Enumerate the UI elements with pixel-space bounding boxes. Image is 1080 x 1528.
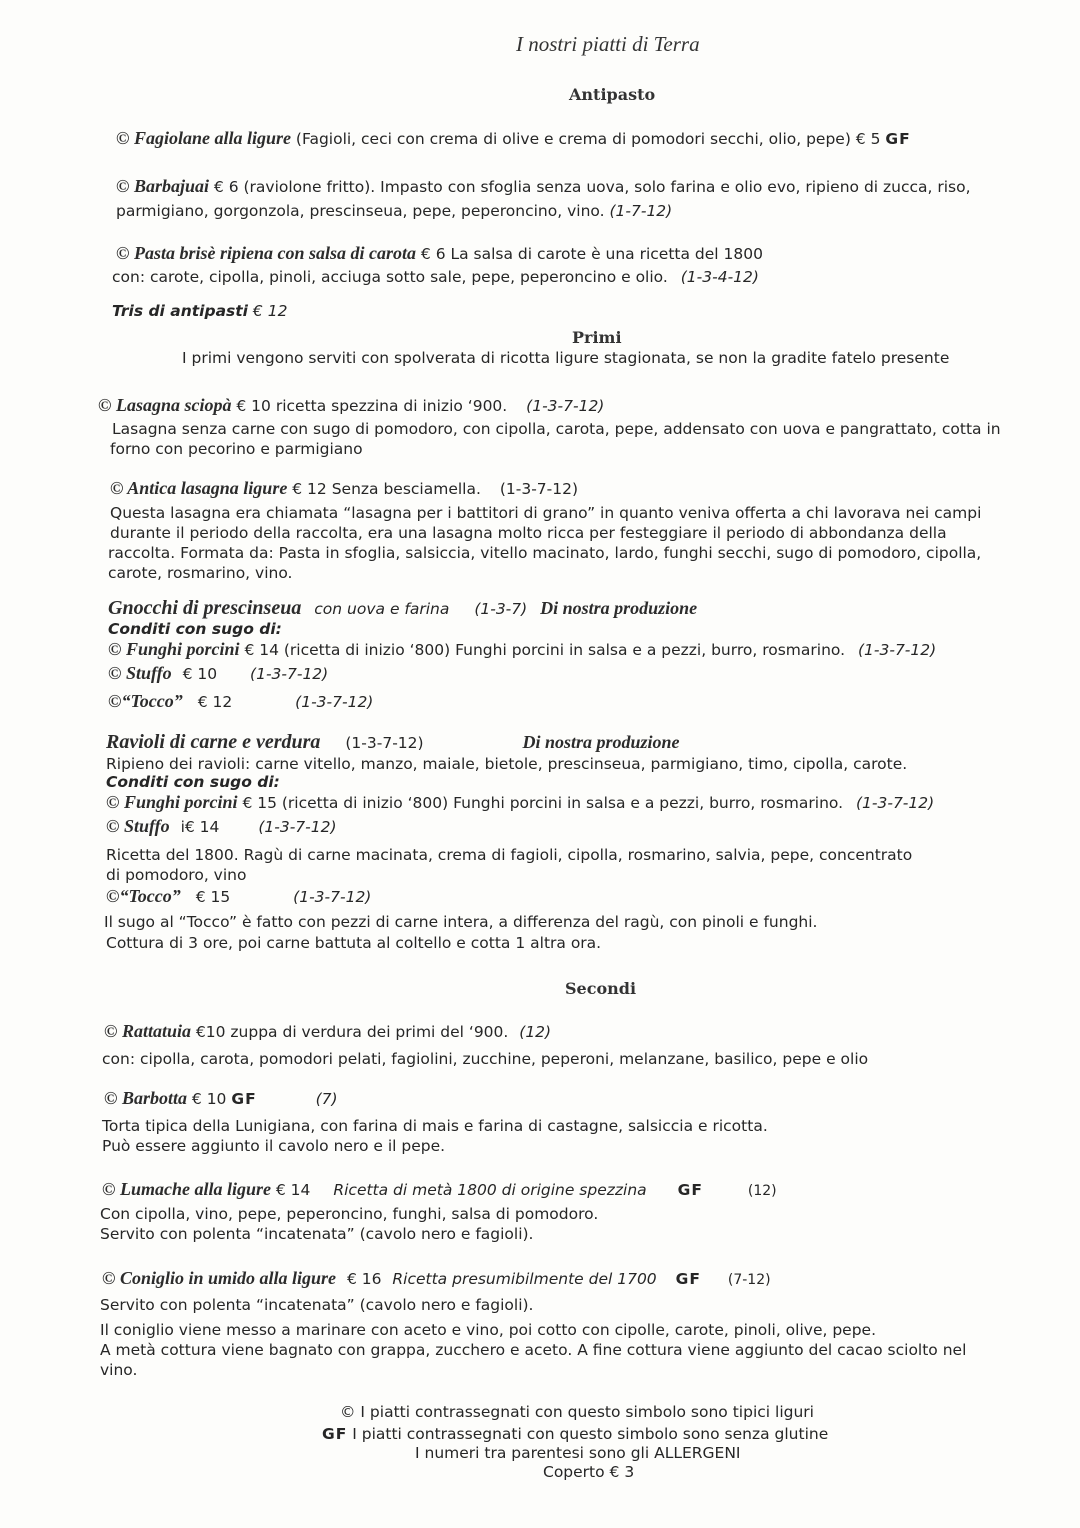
dish-description-line: vino. <box>100 1361 138 1379</box>
dish-description-line: durante il periodo della raccolta, era una lasagna molto ricca per festeggiare il periodo di abbondanza della <box>110 524 947 542</box>
dish-description-line: forno con pecorino e parmigiano <box>110 440 363 458</box>
dish-description-line <box>112 268 759 286</box>
legend-allergens: I numeri tra parentesi sono gli ALLERGENI <box>415 1444 741 1462</box>
menu-item-tris <box>112 302 287 320</box>
gluten-free-icon: GF <box>322 1425 348 1443</box>
description-text: parmigiano, gorgonzola, prescinseua, pepe, peperoncino, vino. <box>116 202 605 220</box>
dish-price: € 16 <box>346 1270 382 1288</box>
dish-price: € 10 <box>191 1090 227 1108</box>
menu-item-fagiolane <box>116 128 911 149</box>
recipe-note: Ricetta di metà 1800 di origine spezzina <box>333 1181 647 1199</box>
sauce-name: ©“Tocco” <box>106 886 181 906</box>
allergens: (1-3-7-12) <box>499 480 579 498</box>
allergens: (1-3-4-12) <box>680 268 759 286</box>
dish-name: © Coniglio in umido alla ligure <box>102 1268 336 1288</box>
sauce-name: © Funghi porcini <box>108 639 240 659</box>
dish-name: Tris di antipasti <box>112 302 248 320</box>
sauce-item-stuffo <box>108 663 328 684</box>
sauce-name: © Stuffo <box>106 816 170 836</box>
sauce-item-funghi <box>108 639 936 660</box>
menu-item-ravioli <box>106 731 680 754</box>
gluten-free-icon: GF <box>675 1270 701 1288</box>
menu-item-lasagna-sciopa <box>98 395 604 416</box>
sauce-price: i€ 14 <box>180 818 220 836</box>
sauce-price: € 12 <box>197 693 233 711</box>
coperto-price: Coperto € 3 <box>543 1463 635 1481</box>
allergens: (1-3-7-12) <box>295 693 374 711</box>
allergens: (7-12) <box>727 1272 771 1288</box>
dish-description-line: carote, rosmarino, vino. <box>108 564 293 582</box>
sauce-heading: Conditi con sugo di: <box>106 773 280 791</box>
menu-item-brise <box>116 243 763 264</box>
dish-description-line: Il coniglio viene messo a marinare con aceto e vino, poi cotto con cipolle, carote, pinoli, olive, pepe. <box>100 1321 877 1339</box>
section-heading-primi: Primi <box>572 328 622 347</box>
dish-description-line: di pomodoro, vino <box>106 866 247 884</box>
allergens: (1-3-7-12) <box>526 397 605 415</box>
dish-description: (Fagioli, ceci con crema di olive e crema di pomodori secchi, olio, pepe) € 5 <box>295 130 881 148</box>
allergens: (1-7-12) <box>609 202 673 220</box>
dish-name: © Lumache alla ligure <box>102 1179 271 1199</box>
sauce-item-funghi <box>106 792 934 813</box>
dish-description-line: Torta tipica della Lunigiana, con farina di mais e farina di castagne, salsiccia e ricotta. <box>102 1117 768 1135</box>
description-text: con: carote, cipolla, pinoli, acciuga sotto sale, pepe, peperoncino e olio. <box>112 268 668 286</box>
sauce-description: € 14 (ricetta di inizio ‘800) Funghi porcini in salsa e a pezzi, burro, rosmarino. <box>244 641 846 659</box>
dish-price: € 14 <box>275 1181 311 1199</box>
menu-item-lumache <box>102 1179 777 1200</box>
dish-name: © Lasagna sciopà <box>98 395 232 415</box>
dish-description-line: A metà cottura viene bagnato con grappa, zucchero e aceto. A fine cottura viene aggiunto del cacao sciolto nel <box>100 1341 967 1359</box>
primi-note: I primi vengono serviti con spolverata di ricotta ligure stagionata, se non la gradite fatelo presente <box>182 349 950 367</box>
ravioli-filling: Ripieno dei ravioli: carne vitello, manzo, maiale, bietole, prescinseua, parmigiano, timo, cipolla, carote. <box>106 755 908 773</box>
production-note: Di nostra produzione <box>540 598 698 618</box>
gluten-free-icon: GF <box>677 1181 703 1199</box>
sauce-item-tocco <box>106 886 371 907</box>
section-heading-secondi: Secondi <box>565 979 637 998</box>
menu-item-antica-lasagna <box>110 478 578 499</box>
dish-description: € 6 La salsa di carote è una ricetta del 1800 <box>420 245 763 263</box>
dish-description-line: Con cipolla, vino, pepe, peperoncino, funghi, salsa di pomodoro. <box>100 1205 599 1223</box>
dish-description: € 12 Senza besciamella. <box>292 480 481 498</box>
dish-price: € 12 <box>252 302 288 320</box>
dish-name: Ravioli di carne e verdura <box>106 731 321 753</box>
allergens: (1-3-7) <box>474 600 528 618</box>
allergens: (12) <box>519 1023 552 1041</box>
sauce-item-stuffo <box>106 816 337 837</box>
dish-description-line: Servito con polenta “incatenata” (cavolo nero e fagioli). <box>100 1296 534 1314</box>
sauce-price: € 15 <box>195 888 231 906</box>
allergens: (1-3-7-12) <box>855 794 935 812</box>
dish-description-line: Questa lasagna era chiamata “lasagna per i battitori di grano” in quanto veniva offerta a chi lavorava nei campi <box>110 504 982 522</box>
gluten-free-icon: GF <box>885 130 911 148</box>
dish-description-line <box>116 202 672 220</box>
allergens: (12) <box>747 1183 777 1199</box>
dish-name: © Pasta brisè ripiena con salsa di carota <box>116 243 416 263</box>
dish-name: © Antica lasagna ligure <box>110 478 288 498</box>
recipe-note: Ricetta presumibilmente del 1700 <box>392 1270 657 1288</box>
dish-description-line: Lasagna senza carne con sugo di pomodoro, con cipolla, carota, pepe, addensato con uova e pangrattato, cotta in <box>112 420 1001 438</box>
menu-item-barbajuai <box>116 176 971 197</box>
legend-gluten-free <box>322 1425 828 1443</box>
sauce-price: € 10 <box>182 665 218 683</box>
menu-item-coniglio <box>102 1268 771 1289</box>
dish-description-line: Il sugo al “Tocco” è fatto con pezzi di carne intera, a differenza del ragù, con pinoli e funghi. <box>104 913 818 931</box>
dish-name: © Barbotta <box>104 1088 187 1108</box>
gluten-free-icon: GF <box>231 1090 257 1108</box>
dish-description-line: con: cipolla, carota, pomodori pelati, fagiolini, zucchine, peperoni, melanzane, basilico, pepe e olio <box>102 1050 869 1068</box>
legend-text: I piatti contrassegnati con questo simbolo sono senza glutine <box>352 1425 829 1443</box>
sauce-name: ©“Tocco” <box>108 691 183 711</box>
sauce-name: © Stuffo <box>108 663 172 683</box>
sauce-item-tocco <box>108 691 373 712</box>
sauce-name: © Funghi porcini <box>106 792 238 812</box>
page-title: I nostri piatti di Terra <box>516 32 700 56</box>
section-heading-antipasto: Antipasto <box>569 85 656 104</box>
dish-description-line: Può essere aggiunto il cavolo nero e il pepe. <box>102 1137 446 1155</box>
dish-description: €10 zuppa di verdura dei primi del ‘900. <box>195 1023 509 1041</box>
legend-ligurian-symbol: © I piatti contrassegnati con questo simbolo sono tipici liguri <box>340 1403 814 1421</box>
sauce-heading: Conditi con sugo di: <box>108 620 282 638</box>
dish-name: © Rattatuia <box>104 1021 191 1041</box>
dish-description: € 10 ricetta spezzina di inizio ‘900. <box>236 397 508 415</box>
dish-name: © Fagiolane alla ligure <box>116 128 291 148</box>
menu-item-barbotta <box>104 1088 338 1109</box>
sauce-description: € 15 (ricetta di inizio ‘800) Funghi porcini in salsa e a pezzi, burro, rosmarino. <box>242 794 844 812</box>
allergens: (1-3-7-12) <box>250 665 329 683</box>
production-note: Di nostra produzione <box>522 732 680 752</box>
dish-description-line: Ricetta del 1800. Ragù di carne macinata, crema di fagioli, cipolla, rosmarino, salvia, pepe, concentrato <box>106 846 913 864</box>
dish-subtitle: con uova e farina <box>314 600 450 618</box>
allergens: (7) <box>315 1090 338 1108</box>
allergens: (1-3-7-12) <box>293 888 372 906</box>
menu-item-gnocchi <box>108 597 697 620</box>
allergens: (1-3-7-12) <box>258 818 337 836</box>
menu-item-rattatuia <box>104 1021 551 1042</box>
dish-name: Gnocchi di prescinseua <box>108 597 302 619</box>
dish-description-line: Servito con polenta “incatenata” (cavolo nero e fagioli). <box>100 1225 534 1243</box>
allergens: (1-3-7-12) <box>857 641 937 659</box>
dish-description: € 6 (raviolone fritto). Impasto con sfoglia senza uova, solo farina e olio evo, ripieno di zucca, riso, <box>213 178 971 196</box>
dish-description-line: Cottura di 3 ore, poi carne battuta al coltello e cotta 1 altra ora. <box>106 934 602 952</box>
dish-name: © Barbajuai <box>116 176 209 196</box>
dish-description-line: raccolta. Formata da: Pasta in sfoglia, salsiccia, vitello macinato, lardo, funghi secchi, sugo di pomodoro, cipolla, <box>108 544 982 562</box>
allergens: (1-3-7-12) <box>345 734 424 752</box>
